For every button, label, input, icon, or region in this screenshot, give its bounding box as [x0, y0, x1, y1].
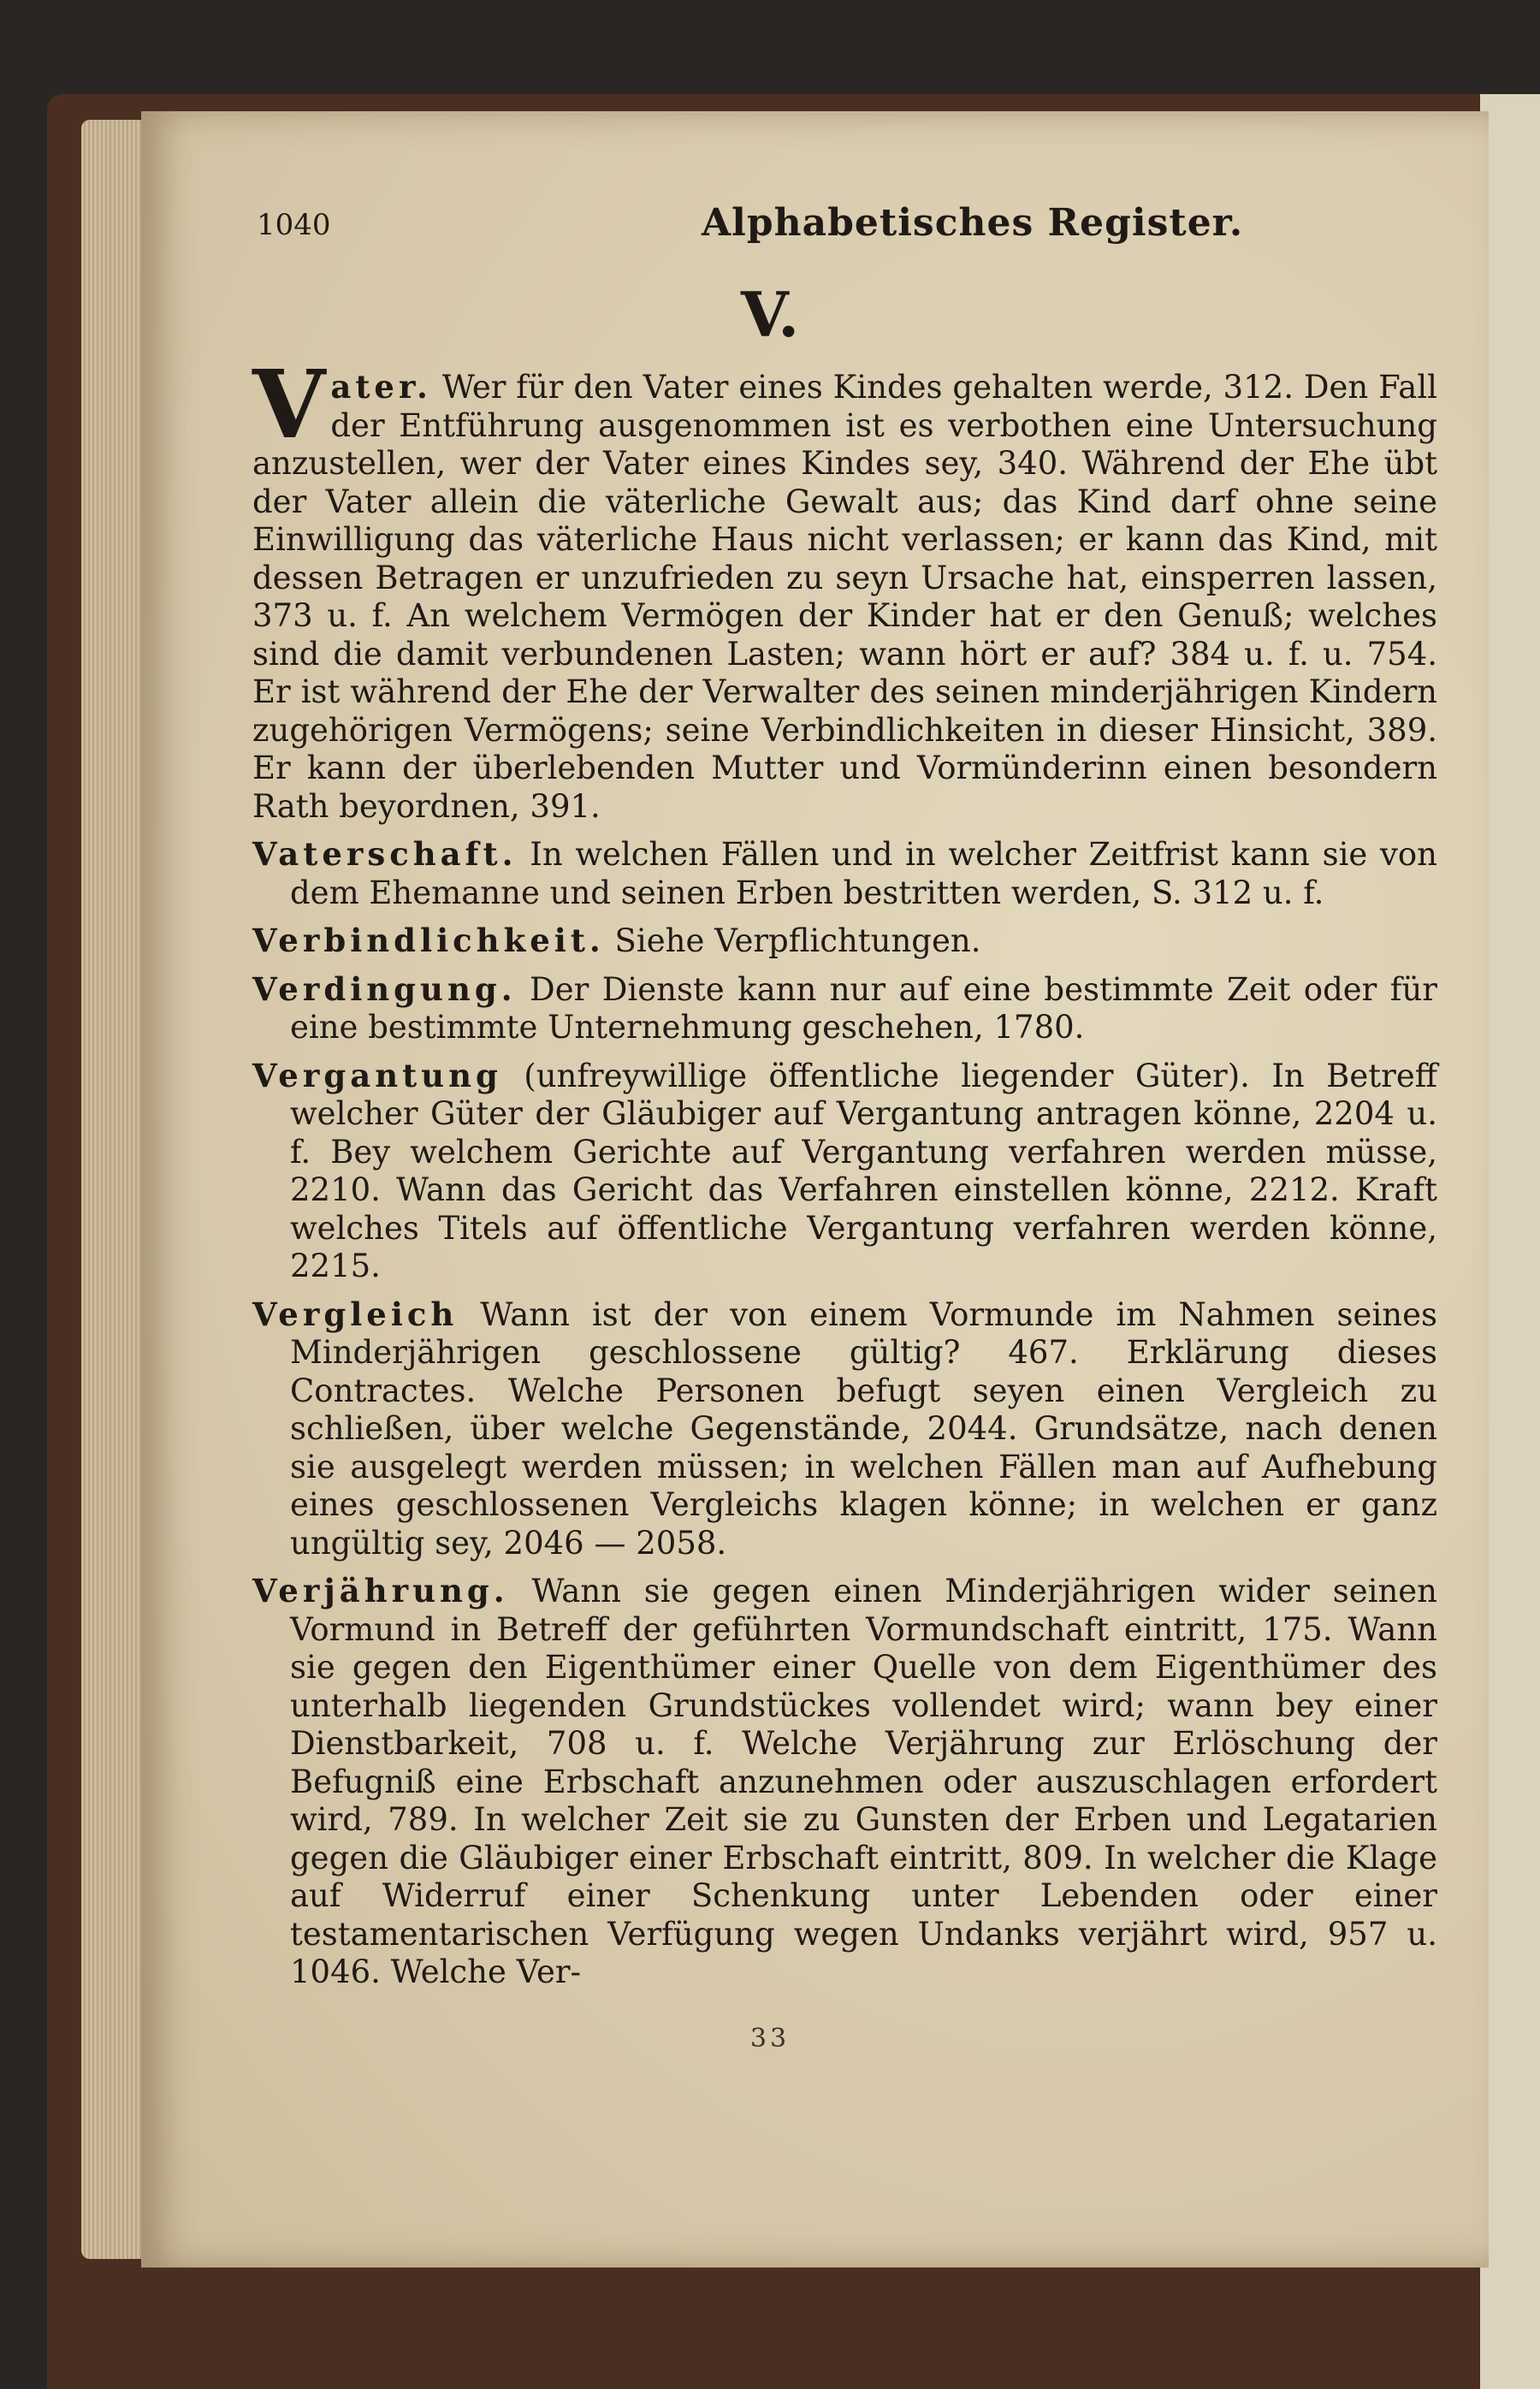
- entry-vergantung: [252, 1057, 1437, 1286]
- entry-vaterschaft: [252, 835, 1437, 912]
- register-body: [252, 349, 1437, 2001]
- section-letter: V.: [740, 278, 800, 351]
- entry-text: Siehe Verpflichtungen.: [604, 922, 981, 959]
- page-header: [257, 201, 1437, 252]
- entry-headword: Verdingung.: [252, 969, 517, 1008]
- entry-text: Wer für den Vater eines Kindes gehalten werde, 312. Den Fall der Entführung ausgenommen ist es verbothen eine Untersuchung anzustellen, wer der Vater eines Kindes sey, 340. Während der Ehe übt der Vater allein die väterliche Gewalt aus; das Kind darf ohne seine Einwilligung das väterliche Haus nicht verlassen; er kann das Kind, mit dessen Betragen er unzufrieden zu seyn Ursache hat, einsperren lassen, 373 u. f. An welchem Vermögen der Kinder hat er den Genuß; welches sind die damit verbundenen Lasten; wann hört er auf? 384 u. f. u. 754. Er ist während der Ehe der Verwalter des seinen minderjährigen Kindern zugehörigen Vermögens; seine Verbindlichkeiten in dieser Hinsicht, 389. Er kann der überlebenden Mutter und Vormünderinn einen besondern Rath beyordnen, 391.: [252, 369, 1437, 825]
- entry-text: Wann sie gegen einen Minderjährigen wider seinen Vormund in Betreff der geführten Vormundschaft eintritt, 175. Wann sie gegen den Eigenthümer einer Quelle von dem Eigenthümer des unterhalb liegenden Grundstückes vollendet wird; wann bey einer Dienstbarkeit, 708 u. f. Welche Verjährung zur Erlöschung der Befugniß eine Erbschaft anzunehmen oder auszuschlagen erfordert wird, 789. In welcher Zeit sie zu Gunsten der Erben und Legatarien gegen die Gläubiger einer Erbschaft eintritt, 809. In welcher die Klage auf Widerruf einer Schenkung unter Lebenden oder einer testamentarischen Verfügung wegen Undanks verjährt wird, 957 u. 1046. Welche Ver-: [290, 1573, 1437, 1990]
- entry-verbindlichkeit: [252, 922, 1437, 961]
- running-title: Alphabetisches Register.: [702, 201, 1244, 245]
- entry-vergleich: [252, 1295, 1437, 1563]
- entry-verjaehrung: [252, 1572, 1437, 1992]
- page-edges: [81, 120, 150, 2259]
- entry-text: (unfreywillige öffentliche liegender Güter). In Betreff welcher Güter der Gläubiger auf Vergantung antragen könne, 2204 u. f. Bey welchem Gerichte auf Vergantung verfahren werden müsse, 2210. Wann das Gericht das Verfahren einstellen könne, 2212. Kraft welches Titels auf öffentliche Vergantung verfahren werden könne, 2215.: [290, 1057, 1437, 1284]
- entry-verdingung: [252, 970, 1437, 1047]
- page-number: 1040: [257, 208, 331, 242]
- entry-text: Wann ist der von einem Vormunde im Nahmen seines Minderjährigen geschlossene gültig? 467. Erklärung dieses Contractes. Welche Personen befugt seyen einen Vergleich zu schließen, über welche Gegenstände, 2044. Grundsätze, nach denen sie ausgelegt werden müssen; in welchen Fällen man auf Aufhebung eines geschlossenen Vergleichs klagen könne; in welchen er ganz ungültig sey, 2046 — 2058.: [290, 1295, 1437, 1562]
- entry-text: Der Dienste kann nur auf eine bestimmte Zeit oder für eine bestimmte Unternehmung geschehen, 1780.: [290, 970, 1437, 1046]
- entry-headword: ater.: [330, 368, 432, 406]
- entry-vater: [252, 349, 1437, 826]
- signature-mark: 33: [749, 2024, 791, 2054]
- entry-headword: Vergleich: [252, 1295, 459, 1333]
- drop-cap-initial: V: [252, 349, 326, 459]
- entry-headword: Vergantung: [252, 1056, 502, 1094]
- entry-headword: Verbindlichkeit.: [252, 922, 605, 959]
- entry-headword: Vaterschaft.: [252, 835, 518, 873]
- entry-text: In welchen Fällen und in welcher Zeitfrist kann sie von dem Ehemanne und seinen Erben bestritten werden, S. 312 u. f.: [290, 836, 1437, 911]
- entry-headword: Verjährung.: [252, 1572, 509, 1609]
